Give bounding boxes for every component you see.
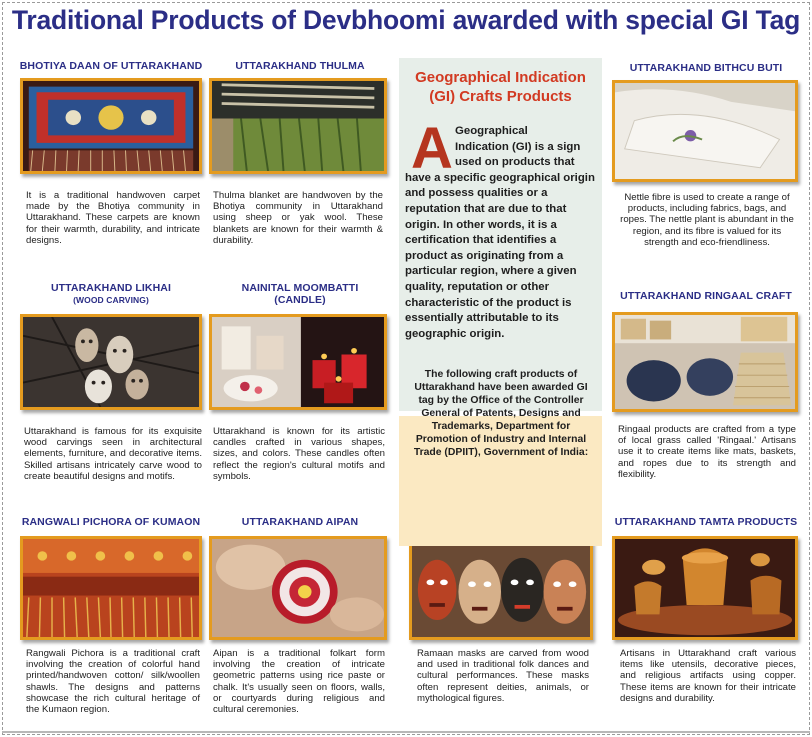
gi-panel-title-line1: Geographical Indication [415, 69, 586, 86]
gi-definition-text [405, 124, 597, 342]
card-title: UTTARAKHAND RINGAAL CRAFT [620, 290, 792, 302]
gi-definition-rest: have a specific geographical origin and possess qualities or a reputation that are due to that origin. In other words, it is a certification that identifies a product as originating from a particular region, where a given quality, reputation or other characteristic of the product is essentially attributable to its geographic origin. [405, 171, 595, 340]
photo-pichora-shawl [20, 536, 202, 640]
card-thulma [205, 58, 395, 268]
card-title [205, 282, 395, 306]
card-description: Artisans in Uttarakhand craft various items like utensils, decorative pieces, and religious artifacts using copper. These items are known for their intricate designs and durability. [620, 648, 796, 704]
card-aipan [205, 512, 395, 732]
gi-definition-line: Geographical [455, 125, 528, 137]
gi-panel-title-line2: (GI) Crafts Products [429, 88, 572, 105]
card-title: UTTARAKHAND THULMA [235, 60, 365, 72]
bottom-divider [2, 731, 810, 733]
card-likhai [14, 282, 208, 502]
card-pichora [14, 512, 208, 732]
photo-nettle-fabric [612, 80, 798, 182]
photo-candles [209, 314, 387, 410]
card-description: Ramaan masks are carved from wood and used in traditional folk dances and cultural performances. These masks often represent deities, animals, or mythological figures. [417, 648, 589, 704]
card-bithcu-buti [606, 58, 806, 268]
card-description: Thulma blanket are handwoven by the Bhotiya community in Uttarakhand using sheep or yak wool. These blankets are known for their warmth & durability. [213, 190, 383, 246]
gi-awarded-intro: The following craft products of Uttarakhand have been awarded GI tag by the Office of the Controller General of Patents, Designs and Trademarks, Department for Promotion of Industry and Internal Trade (DPIIT), Government of India: [413, 369, 589, 458]
card-title [14, 282, 208, 306]
card-title: BHOTIYA DAAN OF UTTARAKHAND [19, 60, 203, 72]
gi-definition-line: Indication (GI) is a sign [455, 140, 581, 153]
photo-thulma-blanket [209, 78, 387, 174]
photo-copper-products [612, 536, 798, 640]
card-description: Ringaal products are crafted from a type of local grass called 'Ringaal.' Artisans use it to create items like mats, baskets, and ropes due to its strength and flexibility. [618, 424, 796, 480]
gi-panel-title [399, 68, 602, 106]
card-title: UTTARAKHAND TAMTA PRODUCTS [614, 516, 798, 528]
card-description: Uttarakhand is famous for its exquisite wood carvings seen in architectural elements, furniture, and decorative items. Skilled artisans intricately carve wood to create beautiful designs and motifs. [24, 426, 202, 482]
card-tamta [606, 512, 806, 732]
dropcap-letter: A [411, 116, 453, 181]
card-moombatti [205, 282, 395, 502]
card-ringaal [606, 288, 806, 498]
card-description: Rangwali Pichora is a traditional craft involving the creation of colorful hand printed/handwoven cotton/ silk/woollen shawls. The designs and patterns showcase the rich cultural heritage of the Kumaon region. [26, 648, 200, 716]
photo-bhotiya-carpet [20, 78, 202, 174]
card-subtitle: (CANDLE) [274, 294, 326, 306]
card-description: Aipan is a traditional folkart form involving the creation of intricate geometric patterns using rice paste or chalk. It's usually seen on floors, walls, or courtyards during religious and cultural ceremonies. [213, 648, 385, 716]
card-title: RANGWALI PICHORA OF KUMAON [21, 516, 201, 528]
gi-definition-panel [399, 58, 602, 411]
photo-aipan-art [209, 536, 387, 640]
card-subtitle: (WOOD CARVING) [73, 295, 149, 305]
card-title: UTTARAKHAND BITHCU BUTI [629, 62, 783, 74]
card-title-main: NAINITAL MOOMBATTI [241, 282, 359, 294]
card-description: It is a traditional handwoven carpet made by the Bhotiya community in Uttarakhand. These carpets are known for their warmth, durability, and intricate designs. [26, 190, 200, 246]
card-title: UTTARAKHAND AIPAN [241, 516, 359, 528]
card-description: Nettle fibre is used to create a range of products, including fabrics, bags, and ropes. The nettle plant is abundant in the region, and its fibre is valued for its strength and eco-friendliness. [620, 192, 794, 248]
page-title: Traditional Products of Devbhoomi awarded with special GI Tag [11, 5, 801, 35]
card-description: Uttarakhand is known for its artistic candles crafted in various shapes, sizes, and colors. These candles often reflect the region's cultural motifs and symbols. [213, 426, 385, 482]
gi-definition-line: used on products that [455, 156, 575, 169]
card-bhotiya-daan [14, 58, 208, 268]
photo-ringaal-baskets [612, 312, 798, 412]
photo-wood-carving [20, 314, 202, 410]
card-title-main: UTTARAKHAND LIKHAI [50, 282, 171, 294]
